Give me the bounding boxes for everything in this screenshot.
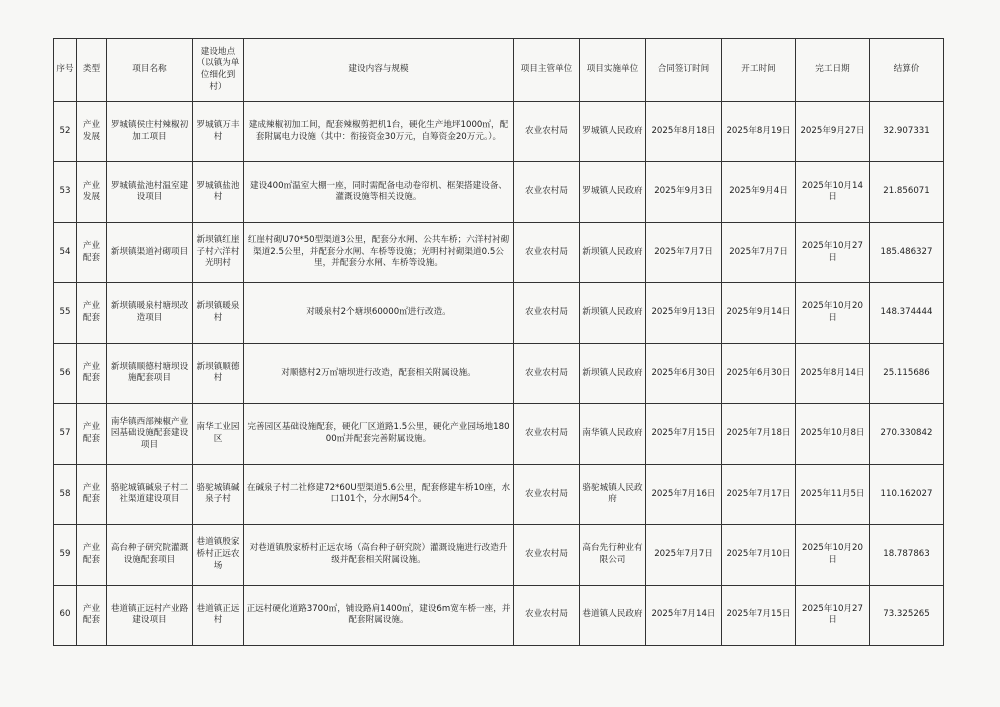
cell-start: 2025年7月17日 <box>722 464 796 524</box>
cell-end: 2025年9月27日 <box>796 102 870 162</box>
cell-type: 产业配套 <box>77 343 107 403</box>
cell-price: 270.330842 <box>870 404 944 464</box>
cell-sign: 2025年8月18日 <box>646 102 722 162</box>
cell-start: 2025年9月4日 <box>722 162 796 222</box>
header-type: 类型 <box>77 39 107 102</box>
cell-no: 54 <box>54 222 77 282</box>
table-row <box>54 222 944 282</box>
header-dept: 项目主管单位 <box>514 39 580 102</box>
cell-name: 新坝镇暖泉村塘坝改造项目 <box>107 283 193 343</box>
cell-end: 2025年8月14日 <box>796 343 870 403</box>
table-row <box>54 283 944 343</box>
cell-price: 18.787863 <box>870 525 944 585</box>
cell-start: 2025年6月30日 <box>722 343 796 403</box>
cell-content: 对顺德村2万㎡塘坝进行改造，配套相关附属设施。 <box>244 343 514 403</box>
table-row <box>54 585 944 646</box>
cell-dept: 农业农村局 <box>514 283 580 343</box>
cell-location: 巷道镇正远村 <box>193 585 244 646</box>
cell-price: 185.486327 <box>870 222 944 282</box>
cell-dept: 农业农村局 <box>514 343 580 403</box>
cell-content: 建设400㎡温室大棚一座，同时需配备电动卷帘机、框架搭建设备、灌溉设施等相关设施。 <box>244 162 514 222</box>
cell-end: 2025年10月20日 <box>796 525 870 585</box>
header-row <box>54 39 944 102</box>
cell-location: 新坝镇红崖子村六洋村光明村 <box>193 222 244 282</box>
table-row <box>54 525 944 585</box>
cell-price: 21.856071 <box>870 162 944 222</box>
cell-sign: 2025年7月7日 <box>646 222 722 282</box>
cell-sign: 2025年9月13日 <box>646 283 722 343</box>
header-start: 开工时间 <box>722 39 796 102</box>
table-row <box>54 464 944 524</box>
cell-price: 148.374444 <box>870 283 944 343</box>
cell-type: 产业配套 <box>77 585 107 646</box>
cell-location: 罗城镇万丰村 <box>193 102 244 162</box>
header-no: 序号 <box>54 39 77 102</box>
cell-no: 56 <box>54 343 77 403</box>
cell-sign: 2025年9月3日 <box>646 162 722 222</box>
cell-dept: 农业农村局 <box>514 404 580 464</box>
cell-dept: 农业农村局 <box>514 525 580 585</box>
cell-end: 2025年10月27日 <box>796 585 870 646</box>
cell-name: 罗城镇侯庄村辣椒初加工项目 <box>107 102 193 162</box>
cell-type: 产业配套 <box>77 222 107 282</box>
cell-dept: 农业农村局 <box>514 162 580 222</box>
table-row <box>54 102 944 162</box>
header-sign: 合同签订时间 <box>646 39 722 102</box>
cell-name: 骆驼城镇碱泉子村二社渠道建设项目 <box>107 464 193 524</box>
cell-impl: 南华镇人民政府 <box>580 404 646 464</box>
cell-start: 2025年9月14日 <box>722 283 796 343</box>
table-row <box>54 404 944 464</box>
cell-content: 在碱泉子村二社修建72*60U型渠道5.6公里，配套修建车桥10座，水口101个，分水闸54个。 <box>244 464 514 524</box>
cell-type: 产业配套 <box>77 525 107 585</box>
cell-location: 骆驼城镇碱泉子村 <box>193 464 244 524</box>
cell-impl: 罗城镇人民政府 <box>580 162 646 222</box>
cell-impl: 新坝镇人民政府 <box>580 283 646 343</box>
cell-name: 罗城镇盐池村温室建设项目 <box>107 162 193 222</box>
cell-no: 60 <box>54 585 77 646</box>
cell-end: 2025年10月20日 <box>796 283 870 343</box>
header-content: 建设内容与规模 <box>244 39 514 102</box>
cell-no: 58 <box>54 464 77 524</box>
cell-location: 南华工业园区 <box>193 404 244 464</box>
cell-impl: 新坝镇人民政府 <box>580 343 646 403</box>
project-table <box>53 38 944 646</box>
cell-price: 25.115686 <box>870 343 944 403</box>
cell-sign: 2025年7月7日 <box>646 525 722 585</box>
cell-price: 73.325265 <box>870 585 944 646</box>
table-row <box>54 343 944 403</box>
cell-type: 产业配套 <box>77 283 107 343</box>
cell-type: 产业配套 <box>77 404 107 464</box>
cell-dept: 农业农村局 <box>514 102 580 162</box>
cell-type: 产业发展 <box>77 162 107 222</box>
cell-content: 建成辣椒初加工间，配套辣椒剪把机1台，硬化生产地坪1000㎡，配套附属电力设施（其中：衔接资金30万元，自筹资金20万元。）。 <box>244 102 514 162</box>
cell-no: 57 <box>54 404 77 464</box>
cell-start: 2025年7月15日 <box>722 585 796 646</box>
cell-price: 110.162027 <box>870 464 944 524</box>
cell-dept: 农业农村局 <box>514 222 580 282</box>
header-name: 项目名称 <box>107 39 193 102</box>
cell-name: 高台种子研究院灌溉设施配套项目 <box>107 525 193 585</box>
cell-price: 32.907331 <box>870 102 944 162</box>
cell-sign: 2025年7月15日 <box>646 404 722 464</box>
header-end: 完工日期 <box>796 39 870 102</box>
cell-impl: 骆驼城镇人民政府 <box>580 464 646 524</box>
cell-location: 罗城镇盐池村 <box>193 162 244 222</box>
cell-end: 2025年10月14日 <box>796 162 870 222</box>
cell-impl: 高台先行种业有限公司 <box>580 525 646 585</box>
cell-content: 对暖泉村2个塘坝60000㎡进行改造。 <box>244 283 514 343</box>
cell-start: 2025年7月18日 <box>722 404 796 464</box>
cell-end: 2025年10月27日 <box>796 222 870 282</box>
cell-start: 2025年7月7日 <box>722 222 796 282</box>
cell-type: 产业发展 <box>77 102 107 162</box>
cell-sign: 2025年7月14日 <box>646 585 722 646</box>
cell-sign: 2025年7月16日 <box>646 464 722 524</box>
cell-sign: 2025年6月30日 <box>646 343 722 403</box>
cell-dept: 农业农村局 <box>514 585 580 646</box>
cell-no: 53 <box>54 162 77 222</box>
header-location: 建设地点（以镇为单位细化到村） <box>193 39 244 102</box>
cell-content: 完善园区基础设施配套，硬化厂区道路1.5公里，硬化产业园场地18000㎡并配套完善附属设施。 <box>244 404 514 464</box>
cell-no: 55 <box>54 283 77 343</box>
cell-name: 巷道镇正远村产业路建设项目 <box>107 585 193 646</box>
cell-content: 对巷道镇殷家桥村正远农场（高台种子研究院）灌溉设施进行改造升级并配套相关附属设施。 <box>244 525 514 585</box>
cell-end: 2025年11月5日 <box>796 464 870 524</box>
cell-name: 新坝镇渠道衬砌项目 <box>107 222 193 282</box>
table-row <box>54 162 944 222</box>
cell-location: 新坝镇暖泉村 <box>193 283 244 343</box>
cell-location: 新坝镇顺德村 <box>193 343 244 403</box>
cell-impl: 新坝镇人民政府 <box>580 222 646 282</box>
cell-name: 新坝镇顺德村塘坝设施配套项目 <box>107 343 193 403</box>
cell-no: 52 <box>54 102 77 162</box>
header-impl: 项目实施单位 <box>580 39 646 102</box>
cell-impl: 罗城镇人民政府 <box>580 102 646 162</box>
cell-no: 59 <box>54 525 77 585</box>
cell-impl: 巷道镇人民政府 <box>580 585 646 646</box>
cell-content: 正远村硬化道路3700㎡，铺设路肩1400㎡，建设6m宽车桥一座，并配套附属设施。 <box>244 585 514 646</box>
cell-dept: 农业农村局 <box>514 464 580 524</box>
cell-name: 南华镇西部辣椒产业园基础设施配套建设项目 <box>107 404 193 464</box>
cell-start: 2025年7月10日 <box>722 525 796 585</box>
cell-content: 红崖村砌U70*50型渠道3公里，配套分水闸、公共车桥；六洋村衬砌渠道2.5公里，并配套分水闸、车桥等设施；光明村衬砌渠道0.5公里，并配套分水闸、车桥等设施。 <box>244 222 514 282</box>
cell-start: 2025年8月19日 <box>722 102 796 162</box>
cell-location: 巷道镇殷家桥村正远农场 <box>193 525 244 585</box>
cell-end: 2025年10月8日 <box>796 404 870 464</box>
cell-type: 产业配套 <box>77 464 107 524</box>
header-price: 结算价 <box>870 39 944 102</box>
